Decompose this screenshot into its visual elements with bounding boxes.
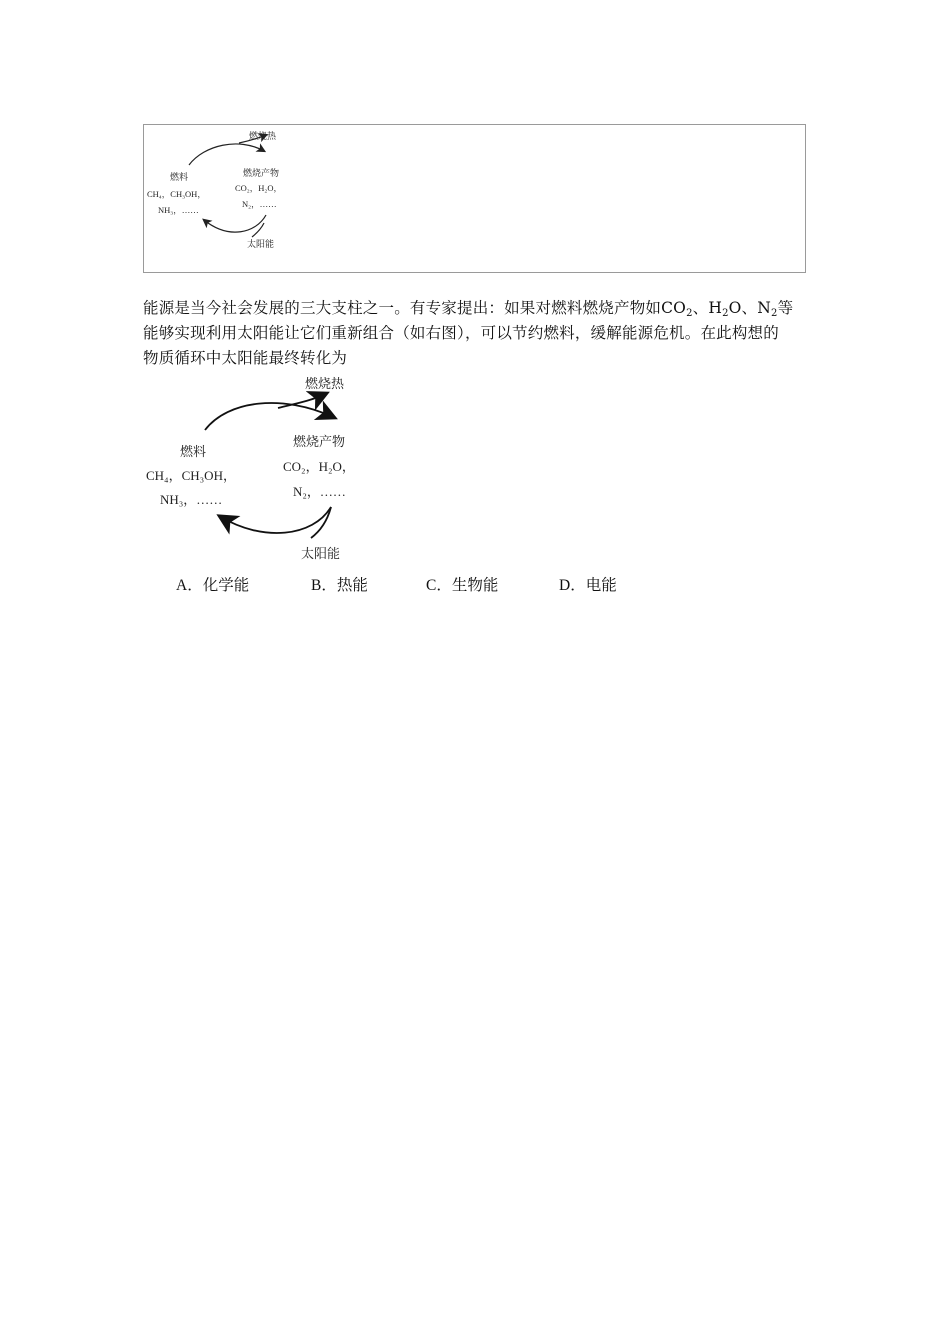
small-fuel-formula-2: NH₃，…… [158,205,199,215]
question-line-3: 物质循环中太阳能最终转化为 [143,349,348,367]
small-fuel-label: 燃料 [170,173,189,183]
large-fuel-formula-2: NH₃，…… [160,492,223,507]
small-product-formula-2: N₂，…… [242,199,277,209]
small-solar-label: 太阳能 [247,240,275,250]
option-b[interactable]: B．热能 [311,576,368,594]
large-top-arrow [205,403,333,430]
large-fuel-formula-1: CH₄，CH₃OH， [146,468,236,483]
small-top-arrow [189,144,264,165]
answer-options [0,573,950,597]
large-cycle-diagram [143,372,368,564]
large-product-label: 燃烧产物 [293,435,346,450]
small-diagram-frame [143,124,806,273]
small-bottom-arrow [204,215,266,232]
question-line-1: 能源是当今社会发展的三大支柱之一。有专家提出：如果对燃料燃烧产物如$CO_2$、$H_2O$、$N_2$等 [143,299,794,319]
option-c[interactable]: C．生物能 [426,576,499,594]
large-product-formula-1: CO₂，H₂O， [283,459,355,474]
question-line-2: 能够实现利用太阳能让它们重新组合（如右图），可以节约燃料，缓解能源危机。在此构想的 [143,324,779,342]
large-solar-label: 太阳能 [301,547,341,562]
small-product-formula-1: CO₂，H₂O， [235,183,283,193]
large-product-formula-2: N₂，…… [293,484,346,499]
option-a[interactable]: A．化学能 [176,576,250,594]
large-fuel-label: 燃料 [180,445,207,460]
small-product-label: 燃烧产物 [243,169,280,179]
small-heat-label: 燃烧热 [249,132,277,142]
large-bottom-arrow [221,507,331,533]
small-fuel-formula-1: CH₄，CH₃OH， [147,189,206,199]
option-d[interactable]: D．电能 [559,576,617,594]
small-cycle-diagram [144,125,804,271]
large-heat-label: 燃烧热 [305,377,345,392]
question-text [143,296,811,371]
